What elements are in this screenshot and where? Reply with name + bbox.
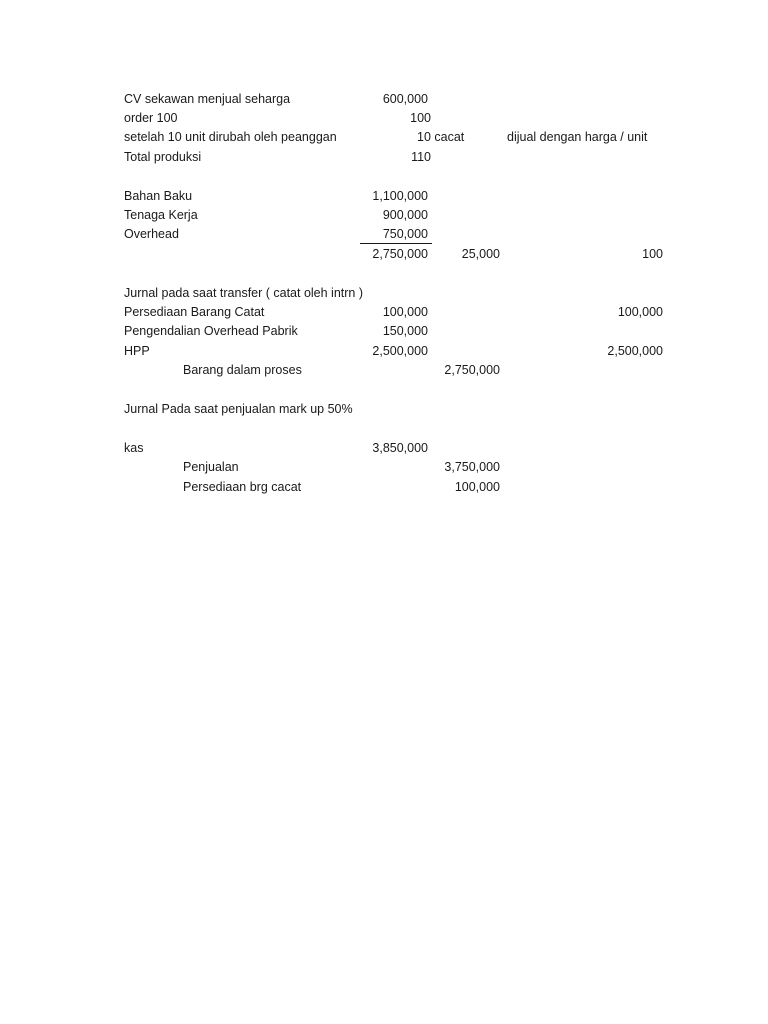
cell-note: dijual dengan harga / unit [507,130,648,144]
cell-value: 150,000 [382,324,428,338]
cell-label: Persediaan Barang Catat [124,305,265,319]
cell-value: 600,000 [382,92,428,106]
cell-value: 100 [642,247,663,261]
cell-total: 2,750,000 [372,247,428,261]
cell-label: Bahan Baku [124,189,193,203]
cell-value: 2,500,000 [372,344,428,358]
sum-underline [360,243,432,244]
cell-value: 100,000 [382,305,428,319]
cell-label: CV sekawan menjual seharga [124,92,291,106]
cell-value: 25,000 [461,247,500,261]
cell-value: 2,500,000 [607,344,663,358]
cell-label-indented: Penjualan [183,460,239,474]
section-heading: Jurnal Pada saat penjualan mark up 50% [124,402,353,416]
cell-label-indented: Persediaan brg cacat [183,480,302,494]
cell-value: 900,000 [382,208,428,222]
cell-label-indented: Barang dalam proses [183,363,302,377]
cell-value: 3,750,000 [444,460,500,474]
cell-value: 3,850,000 [372,441,428,455]
cell-value: 750,000 [382,227,428,241]
cell-label: setelah 10 unit dirubah oleh peanggan [124,130,337,144]
cell-label: Total produksi [124,150,202,164]
cell-label: kas [124,441,144,455]
section-heading: Jurnal pada saat transfer ( catat oleh intrn ) [124,286,364,300]
cell-value: 2,750,000 [444,363,500,377]
cell-value: 100,000 [617,305,663,319]
cell-label: Overhead [124,227,179,241]
cell-value: 100 [410,111,431,125]
cell-value: 10 cacat [417,130,465,144]
cell-label: Tenaga Kerja [124,208,198,222]
cell-value: 110 [411,150,431,164]
cell-value: 100,000 [454,480,500,494]
cell-label: order 100 [124,111,178,125]
cell-label: Pengendalian Overhead Pabrik [124,324,298,338]
cell-value: 1,100,000 [372,189,428,203]
cell-label: HPP [124,344,150,358]
